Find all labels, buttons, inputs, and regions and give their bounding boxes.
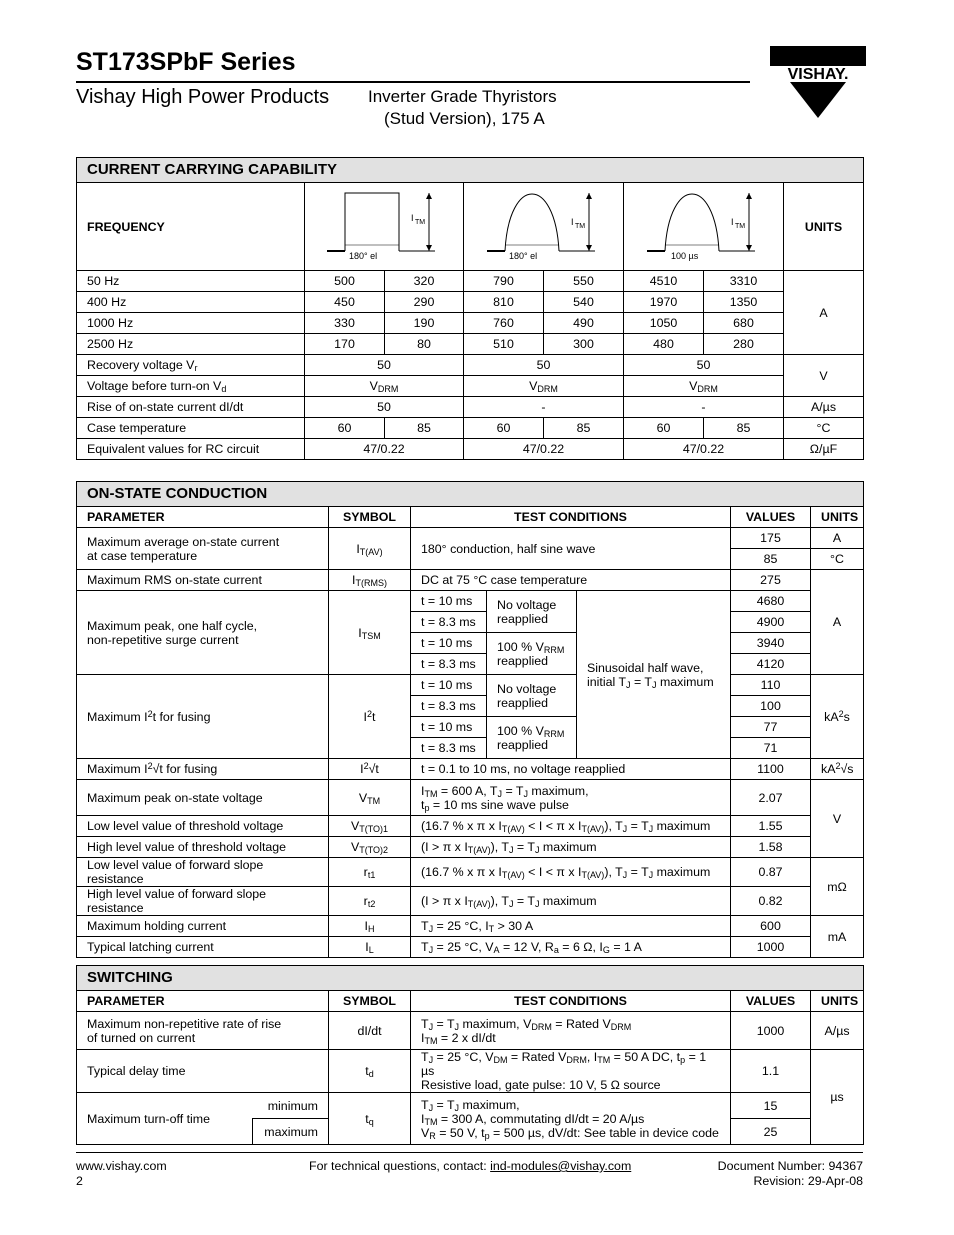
- table-row: 85 °C: [77, 549, 864, 570]
- document-number: Document Number: 94367: [717, 1159, 863, 1173]
- table-row: Voltage before turn-on $V_d$ $V_{DRM}$ $V_{DRM}$ $V_{DRM}$: [77, 376, 864, 397]
- table-row: Typical latching current $I_L$ $T_J = 25$ °C, $V_A = 12$ V, $R_a = 6$ Ω, $I_G = 1$ A 1000: [77, 937, 864, 958]
- table-row: t = 10 ms 100 % $V_{RRM}$ reapplied 3940: [77, 633, 864, 654]
- sine-pulse-diagram: [624, 183, 784, 271]
- wave1-label: 180° el: [349, 250, 378, 261]
- logo-text: VISHAY.: [787, 66, 849, 83]
- svg-text:TM: TM: [734, 222, 745, 230]
- table-row: Maximum RMS on-state current $I_{T(RMS)}$ DC at 75 °C case temperature 275 A: [77, 570, 864, 591]
- section-title: CURRENT CARRYING CAPABILITY: [77, 158, 864, 183]
- current-carrying-capability-table: [76, 157, 864, 460]
- itm-sub: TM: [415, 218, 426, 226]
- wave2-label: 180° el: [508, 250, 537, 261]
- table-row: 2500 Hz 170 80 510 300 480 280: [77, 334, 864, 355]
- table-row: Maximum average on-state current at case temperature $I_{T(AV)}$ 180° conduction, half sine wave 175 A: [77, 528, 864, 549]
- table-row: t = 10 ms 100 % $V_{RRM}$ reapplied 77: [77, 717, 864, 738]
- units-header: UNITS: [784, 183, 864, 271]
- table-row: t = 8.3 ms 71: [77, 738, 864, 759]
- header-rule: [76, 81, 750, 83]
- table-row: t = 8.3 ms 4120: [77, 654, 864, 675]
- section-title: SWITCHING: [77, 966, 864, 991]
- table-row: Typical delay time $t_d$ $T_J = 25$ °C, $V_{DM}$ = Rated $V_{DRM}$, $I_{TM} = 50$ A DC, $t_p = 1$ µs Resistive load, gate pulse: 10 V, 5 Ω source 1.1 µs: [77, 1050, 864, 1093]
- table-row: maximum 25: [77, 1119, 864, 1145]
- table-row: Maximum peak, one half cycle, non-repetitive surge current $I_{TSM}$ t = 10 ms No voltage reapplied Sinusoidal half wave, initial $T_J = T_J$ maximum 4680: [77, 591, 864, 612]
- rect-wave-diagram: [305, 183, 464, 271]
- company-subtitle: Vishay High Power Products: [76, 86, 330, 108]
- table-row: Equivalent values for RC circuit 47/0.22 47/0.22 47/0.22 Ω/µF: [77, 439, 864, 460]
- footer-website: www.vishay.com: [76, 1159, 167, 1173]
- product-subtitle: [368, 86, 557, 130]
- table-row: High level value of threshold voltage $V_{T(TO)2}$ (I > π x $I_{T(AV)}$), $T_J = T_J$ maximum 1.58: [77, 837, 864, 858]
- table-row: 400 Hz 450 290 810 540 1970 1350: [77, 292, 864, 313]
- itm-label: I: [411, 212, 414, 223]
- section-title: ON-STATE CONDUCTION: [77, 482, 864, 507]
- contact-email-link[interactable]: ind-modules@vishay.com: [490, 1159, 632, 1173]
- footer-contact: For technical questions, contact: ind-modules@vishay.com: [309, 1159, 632, 1173]
- on-state-conduction-table: ON-STATE CONDUCTION PARAMETER SYMBOL TEST CONDITIONS VALUES UNITS Maximum average on-state current at case temperature $I_{T(AV)}$ 180° conduction, half sine wave 175 A 85 °C Maximum RMS on-state current $I_{T(RMS)}$ DC at 75 °C case temperature 275 A Maximum peak, one half cycle, non-repetitive surge current $I_{TSM}$ t = 10 ms No voltage reapplied Sinusoidal half wave, initial $T_J = T_J$ maximum 4680 t = 8.3 ms 4900 t = 10 ms 100 % $V_{RRM}$ reapplied 3940 t = 8.3 ms 4120 Maximum $I^2t$ for fusing $I^2t$ t = 10 ms No voltage reapplied 110 $kA^2s$ t = 8.3 ms 100 t = 10 ms 100 % $V_{RRM}$ reapplied 77 t = 8.3 ms 71 Maximum $I^2√t$ for fusing $I^2√t$ t = 0.1 to 10 ms, no voltage reapplied 1100 $kA^2√s$ Maximum peak on-state voltage $V_{TM}$ $I_{TM} = 600$ A, $T_J = T_J$ maximum, $t_p = 10$ ms sine wave pulse 2.07 V Low level value of threshold voltage $V_{T(TO)1}$ (16.7 % x π x $I_{T(AV)} < I < \pi$ x $I_{T(AV)}$), $T_J = T_J$ maximum 1.55 High level value of threshold voltage $V_{T(TO)2}$ (I > π x $I_{T(AV)}$), $T_J = T_J$ maximum 1.58 Low level value of forward slope resistance $r_{t1}$ (16.7 % x π x $I_{T(AV)} < I < \pi$ x $I_{T(AV)}$), $T_J = T_J$ maximum 0.87 mΩ High level value of forward slope resistance $r_{t2}$ (I > π x $I_{T(AV)}$), $T_J = T_J$ maximum 0.82 Maximum holding current $I_H$ $T_J = 25$ °C, $I_T > 30$ A 600 mA Typical latching current $I_L$ $T_J = 25$ °C, $V_A = 12$ V, $R_a = 6$ Ω, $I_G = 1$ A 1000: [76, 481, 864, 958]
- table-row: Maximum $I^2t$ for fusing $I^2t$ t = 10 ms No voltage reapplied 110 $kA^2s$: [77, 675, 864, 696]
- page-title: ST173SPbF Series: [76, 48, 296, 76]
- table-row: Maximum holding current $I_H$ $T_J = 25$ °C, $I_T > 30$ A 600 mA: [77, 916, 864, 937]
- product-line-1: Inverter Grade Thyristors: [368, 87, 557, 106]
- table-row: High level value of forward slope resistance $r_{t2}$ (I > π x $I_{T(AV)}$), $T_J = T_J$ maximum 0.82: [77, 887, 864, 916]
- table-row: t = 8.3 ms 4900: [77, 612, 864, 633]
- table-row: Maximum turn-off time minimum $t_q$ $T_J = T_J$ maximum, $I_{TM} = 300$ A, commutating dI/dt = 20 A/µs $V_R = 50$ V, $t_p = 500$ µs, dV/dt: See table in device code 15: [77, 1093, 864, 1119]
- table-row: 50 Hz 500 320 790 550 4510 3310 A: [77, 271, 864, 292]
- table-row: Rise of on-state current dI/dt 50 - - A/µs: [77, 397, 864, 418]
- table-row: Low level value of threshold voltage $V_{T(TO)1}$ (16.7 % x π x $I_{T(AV)} < I < \pi$ x $I_{T(AV)}$), $T_J = T_J$ maximum 1.55: [77, 816, 864, 837]
- table-row: Recovery voltage $V_r$ 50 50 50 V: [77, 355, 864, 376]
- table-row: Maximum non-repetitive rate of rise of turned on current dI/dt $T_J = T_J$ maximum, $V_{DRM}$ = Rated $V_{DRM}$ $I_{TM} = 2$ x dI/dt 1000 A/µs: [77, 1012, 864, 1050]
- unit-cell: A: [784, 271, 864, 355]
- table-row: Case temperature 60 85 60 85 60 85 °C: [77, 418, 864, 439]
- half-sine-wave-diagram: [464, 183, 624, 271]
- svg-text:I: I: [570, 216, 574, 227]
- frequency-label: FREQUENCY: [77, 183, 305, 271]
- page-number: 2: [76, 1174, 83, 1188]
- table-row: Maximum $I^2√t$ for fusing $I^2√t$ t = 0.1 to 10 ms, no voltage reapplied 1100 $kA^2√s$: [77, 759, 864, 780]
- table-row: 1000 Hz 330 190 760 490 1050 680: [77, 313, 864, 334]
- svg-text:I: I: [730, 216, 734, 227]
- product-line-2: (Stud Version), 175 A: [384, 109, 545, 128]
- table-row: Maximum peak on-state voltage $V_{TM}$ $I_{TM} = 600$ A, $T_J = T_J$ maximum, $t_p = 10$ ms sine wave pulse 2.07 V: [77, 780, 864, 816]
- switching-table: SWITCHING PARAMETER SYMBOL TEST CONDITIONS VALUES UNITS Maximum non-repetitive rate of rise of turned on current dI/dt $T_J = T_J$ maximum, $V_{DRM}$ = Rated $V_{DRM}$ $I_{TM} = 2$ x dI/dt 1000 A/µs Typical delay time $t_d$ $T_J = 25$ °C, $V_{DM}$ = Rated $V_{DRM}$, $I_{TM} = 50$ A DC, $t_p = 1$ µs Resistive load, gate pulse: 10 V, 5 Ω source 1.1 µs Maximum turn-off time minimum $t_q$ $T_J = T_J$ maximum, $I_{TM} = 300$ A, commutating dI/dt = 20 A/µs $V_R = 50$ V, $t_p = 500$ µs, dV/dt: See table in device code 15 maximum 25: [76, 965, 864, 1145]
- svg-text:TM: TM: [574, 222, 585, 230]
- table-row: t = 8.3 ms 100: [77, 696, 864, 717]
- vishay-logo: [768, 44, 868, 122]
- footer-rule: [76, 1152, 863, 1153]
- revision: Revision: 29-Apr-08: [753, 1174, 863, 1188]
- table-row: Low level value of forward slope resistance $r_{t1}$ (16.7 % x π x $I_{T(AV)} < I < \pi$ x $I_{T(AV)}$), $T_J = T_J$ maximum 0.87 mΩ: [77, 858, 864, 887]
- wave3-label: 100 µs: [670, 250, 698, 261]
